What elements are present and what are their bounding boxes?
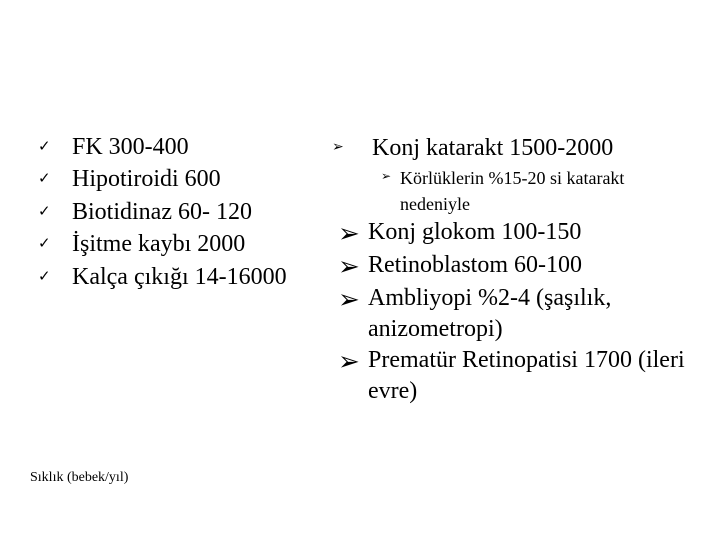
checkmark-icon: ✓ — [38, 203, 51, 220]
list-item-text: Ambliyopi %2-4 (şaşılık, anizometropi) — [368, 285, 612, 342]
list-item-konj-glokom — [338, 217, 710, 250]
list-item-text: FK 300-400 — [72, 133, 189, 160]
sub-item-text: Körlüklerin %15-20 si katarakt nedeniyle — [400, 168, 625, 214]
checkmark-icon: ✓ — [38, 171, 51, 188]
list-item-text: Prematür Retinopatisi 1700 (ileri evre) — [368, 347, 685, 404]
list-item-text: Retinoblastom 60-100 — [368, 252, 582, 278]
list-item-ambliyopi — [338, 283, 710, 345]
arrow-bullet-icon: ➢ — [381, 169, 392, 183]
arrow-bullet-icon: ➢ — [338, 285, 360, 314]
list-item-biotidinaz — [38, 196, 287, 229]
list-item-retinoblastom — [338, 250, 710, 283]
list-item-isitme-kaybi — [38, 229, 287, 262]
checkmark-icon: ✓ — [38, 138, 51, 155]
list-item-text: Konj katarakt 1500-2000 — [372, 135, 614, 161]
eye-conditions-column — [330, 131, 710, 407]
list-item-hipotiroidi — [38, 164, 287, 197]
footnote: Sıklık (bebek/yıl) — [30, 470, 129, 485]
arrow-bullet-icon: ➢ — [338, 219, 360, 248]
arrow-bullet-icon: ➢ — [338, 347, 360, 376]
list-item-fk — [38, 131, 287, 164]
sub-item-korluk — [381, 165, 710, 217]
screening-list — [38, 131, 287, 294]
list-item-text: İşitme kaybı 2000 — [72, 231, 246, 258]
arrow-bullet-icon: ➢ — [332, 140, 344, 155]
list-item-text: Kalça çıkığı 14-16000 — [72, 263, 287, 290]
list-item-kalca-cikigi — [38, 261, 287, 294]
checkmark-icon: ✓ — [38, 268, 51, 285]
list-item-premature-retinopatisi — [338, 345, 710, 407]
list-item-text: Biotidinaz 60- 120 — [72, 198, 252, 225]
list-item-text: Hipotiroidi 600 — [72, 166, 221, 193]
list-item-konj-katarakt — [330, 131, 710, 165]
checkmark-icon: ✓ — [38, 236, 51, 253]
list-item-text: Konj glokom 100-150 — [368, 219, 582, 245]
arrow-bullet-icon: ➢ — [338, 252, 360, 281]
